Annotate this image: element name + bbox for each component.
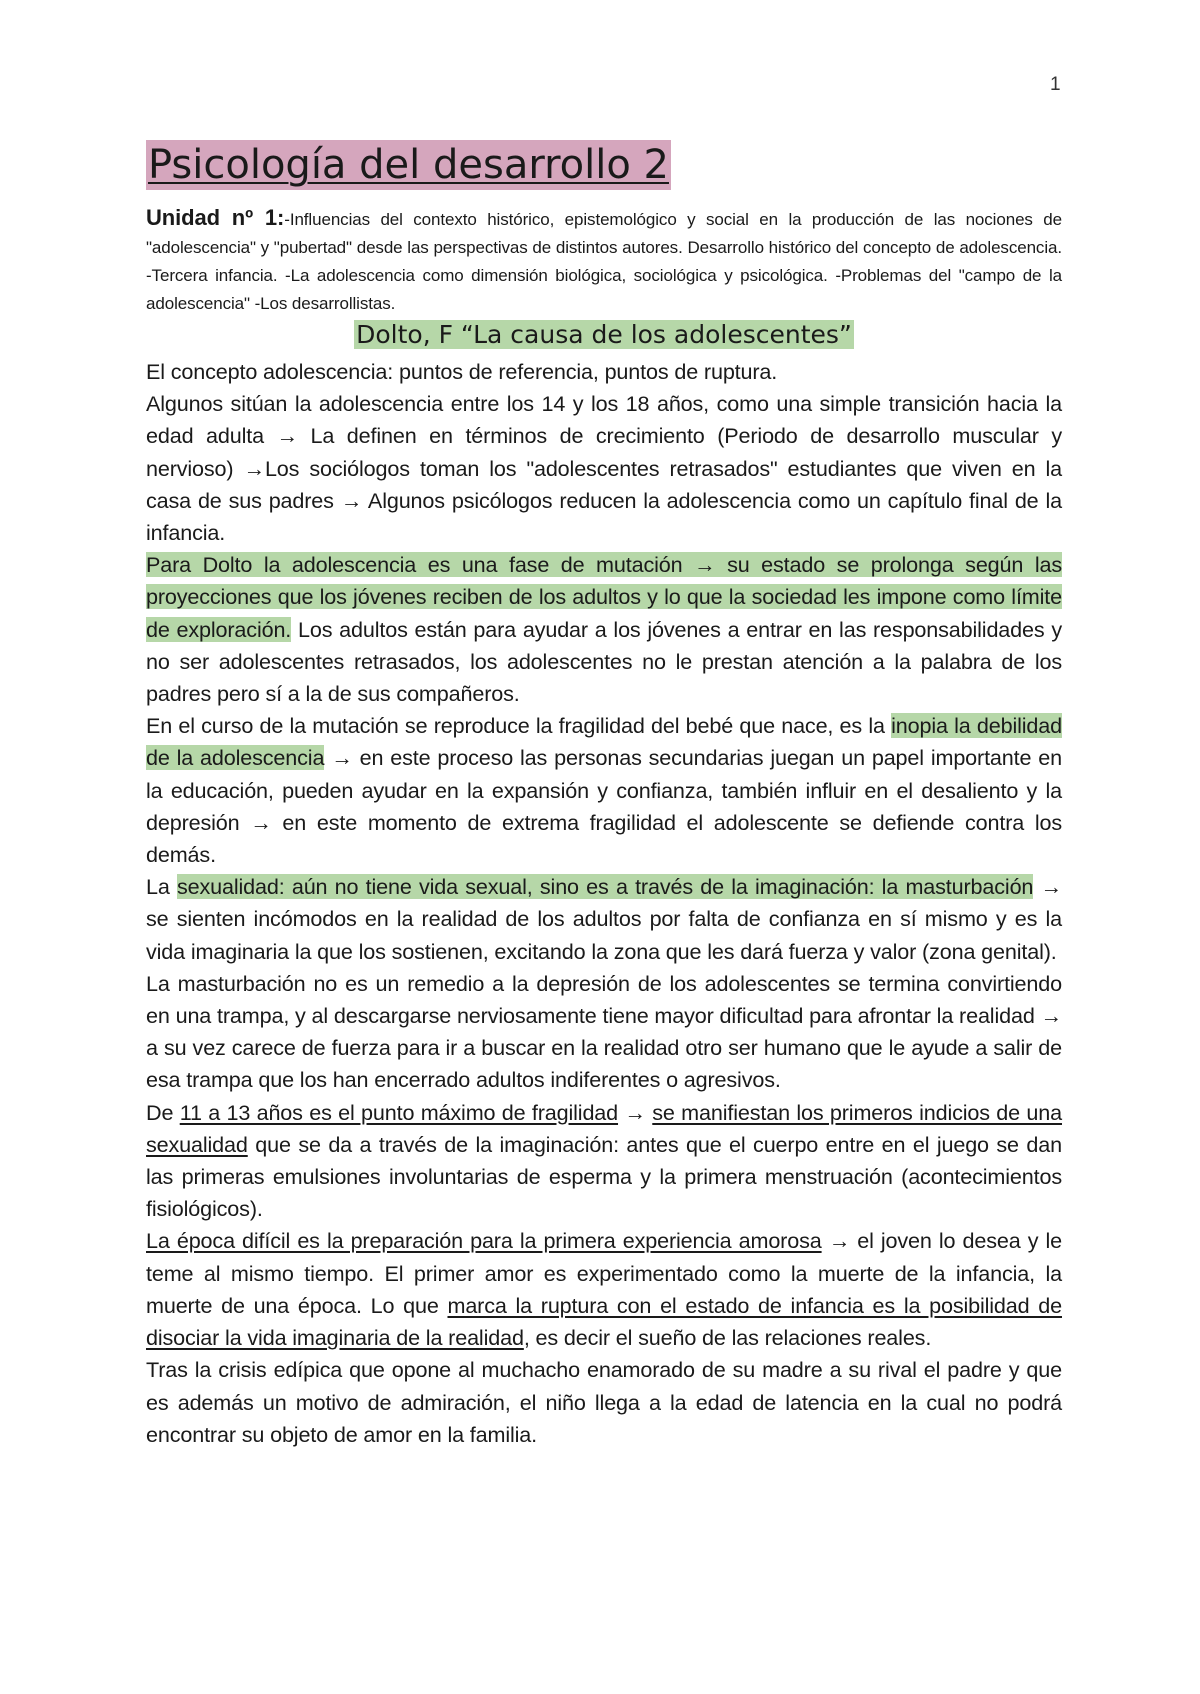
underlined-text: marca la ruptura con el estado de infancia es la posibilidad de disociar la vida imaginaria de la realidad — [146, 1292, 1062, 1351]
paragraph-6: La masturbación no es un remedio a la depresión de los adolescentes se termina convirtiendo en una trampa, y al descargarse nerviosamente tiene mayor dificultad para afrontar la realidad → a su vez carece de fuerza para ir a buscar en la realidad otro ser humano que le ayude a salir de esa trampa que los han encerrado adultos indiferentes o agresivos. — [146, 970, 1062, 1093]
paragraph-5 — [146, 871, 1062, 968]
paragraph-text: En el curso de la mutación se reproduce la fragilidad del bebé que nace, es la — [146, 713, 892, 739]
paragraph-1: El concepto adolescencia: puntos de referencia, puntos de ruptura. — [146, 359, 778, 384]
section-subtitle-text: Dolto, F “La causa de los adolescentes” — [356, 320, 852, 349]
paragraph-text: → el joven lo desea y le teme al mismo tiempo. El primer amor es experimentado como la muerte de la infancia, la muerte de una época. Lo que — [146, 1228, 1063, 1318]
unit-text: -Influencias del contexto histórico, epistemológico y social en la producción de las nociones de "adolescencia" y "pubertad" desde las perspectivas de distintos autores. Desarrollo histórico del concepto de adolescencia. -Tercera infancia. -La adolescencia como dimensión biológica, sociológica y psicológica. -Problemas del "campo de la adolescencia" -Los desarrollistas. — [146, 210, 1062, 313]
paragraph-4 — [146, 710, 1062, 871]
document-body — [146, 140, 1062, 1451]
paragraph-text: que se da a través de la imaginación: antes que el cuerpo entre en el juego se dan las primeras emulsiones involuntarias de esperma y la primera menstruación (acontecimientos fisiológicos). — [146, 1131, 1062, 1222]
highlighted-text: inopia la debilidad de la adolescencia — [146, 713, 1062, 771]
paragraph-text: → — [618, 1099, 653, 1125]
page-title: Psicología del desarrollo 2 — [148, 142, 669, 188]
paragraph-2: Algunos sitúan la adolescencia entre los 14 y los 18 años, como una simple transición hacia la edad adulta → La definen en términos de crecimiento (Periodo de desarrollo muscular y nervioso) →Los sociólogos toman los "adolescentes retrasados" estudiantes que viven en la casa de sus padres → Algunos psicólogos reducen la adolescencia como un capítulo final de la infancia. — [146, 391, 1062, 546]
highlighted-text: sexualidad: aún no tiene vida sexual, sino es a través de la imaginación: la masturbación — [176, 874, 1034, 900]
paragraph-text: , es decir el sueño de las relaciones reales. — [523, 1325, 932, 1351]
paragraph-text: Los adultos están para ayudar a los jóvenes a entrar en las responsabilidades y no ser adolescentes retrasados, los adolescentes no le prestan atención a la palabra de los padres pero sí a la de sus compañeros. — [146, 616, 1062, 707]
underlined-text: se manifiestan los primeros indicios de una sexualidad — [146, 1099, 1062, 1157]
highlighted-text: Para Dolto la adolescencia es una fase de mutación → su estado se prolonga según las proyecciones que los jóvenes reciben de los adultos y lo que la sociedad les impone como límite de exploración. — [146, 552, 1062, 642]
paragraph-text: → se sienten incómodos en la realidad de los adultos por falta de confianza en sí mismo y es la vida imaginaria la que los sostienen, excitando la zona que les dará fuerza y valor (zona genital). — [146, 874, 1063, 964]
paragraph-8 — [146, 1225, 1062, 1354]
unit-description — [146, 204, 1062, 318]
section-subtitle — [146, 318, 1062, 356]
paragraph-text: → en este proceso las personas secundarias juegan un papel importante en la educación, pueden ayudar en la expansión y confianza, también influir en el desaliento y la depresión → en este momento de extrema fragilidad el adolescente se defiende contra los demás. — [146, 745, 1062, 868]
paragraph-9: Tras la crisis edípica que opone al muchacho enamorado de su madre a su rival el padre y que es además un motivo de admiración, el niño llega a la edad de latencia en la cual no podrá encontrar su objeto de amor en la familia. — [146, 1357, 1062, 1447]
paragraph-3 — [146, 549, 1062, 710]
page-number: 1 — [1050, 74, 1061, 95]
paragraph-text: De — [146, 1099, 180, 1125]
paragraph-7 — [146, 1097, 1062, 1226]
unit-label: Unidad nº 1: — [146, 205, 285, 230]
underlined-text: 11 a 13 años es el punto máximo de fragilidad — [179, 1099, 619, 1125]
paragraph-text: La — [146, 874, 177, 900]
underlined-text: La época difícil es la preparación para la primera experiencia amorosa — [146, 1228, 822, 1254]
